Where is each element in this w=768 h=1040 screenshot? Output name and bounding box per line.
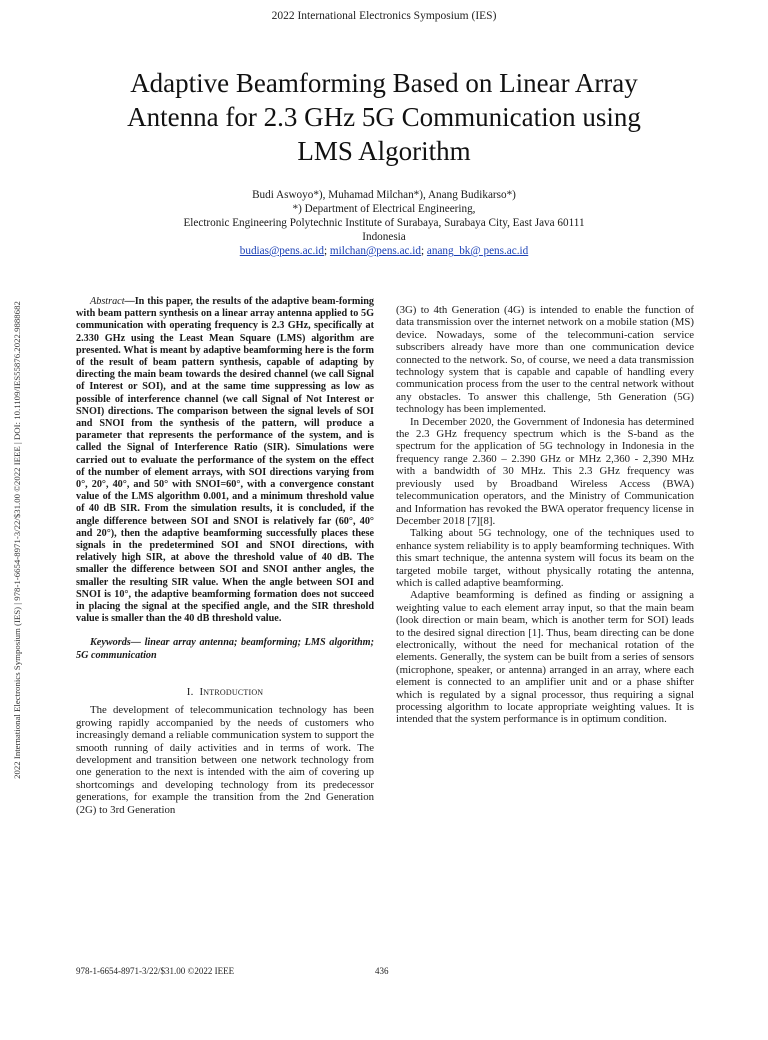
intro-paragraph: The development of telecommunication technology has been growing rapidly accompanied by the needs of customers who increasingly demand a reliable communication system to support the smooth running of daily activities and in terms of work. The development and transition between one network technology from one generation to the next is intended with the aim of covering up shortcomings and developing technology from its predecessor generations, for example the transition from the 2nd Generation (2G) to 3rd Generation [76, 704, 374, 816]
abstract [76, 296, 374, 625]
author-names: Budi Aswoyo*), Muhamad Milchan*), Anang Budikarso*) [252, 189, 516, 201]
doi-sidebar: 2022 International Electronics Symposium (IES) | 978-1-6654-8971-3/22/$31.00 ©2022 IEEE | DOI: 10.1109/IES55876.2022.9888682 [12, 301, 22, 779]
abstract-label: Abstract [90, 296, 125, 307]
adaptive-beamforming-paragraph: Adaptive beamforming is defined as finding or assigning a weighting value to each element array input, so that the main beam (look direction or main beam, which is another term for SOI) leads to the desired signal direction [1]. Thus, beam directing can be done electronically, without the need for mechanical rotation of the elements. Generally, the system can be built from a series of sensors (microphone, speaker, or antenna) arranged in an array, where each element is connected to an amplifier unit and or a phase shifter which is regulated by a signal processor, thus requiring a signal processing algorithm to locate appropriate weighting values. It is intended that the system performance is in optimum condition. [396, 589, 694, 726]
keywords [76, 637, 374, 661]
title-line: Adaptive Beamforming Based on Linear Array [130, 68, 638, 98]
paper-title [84, 66, 684, 168]
section-number: I. [186, 685, 194, 698]
copyright-footer: 978-1-6654-8971-3/22/$31.00 ©2022 IEEE [76, 966, 235, 976]
page-number: 436 [375, 966, 389, 976]
email-link[interactable]: milchan@pens.ac.id [329, 245, 421, 257]
intro-paragraph-continued: (3G) to 4th Generation (4G) is intended to enable the function of data transmission over the internet network on a mobile station (MS) device. Nowadays, some of the telecommuni-cation service subscribers already have more than one communication device connected to the network. So, of course, we need a data transmission technology system that is capable and capable of handling every communication process from the user to the central network without any obstacles. To answer this challenge, 5th Generation (5G) technology has been implemented. [396, 304, 694, 416]
abstract-text: —In this paper, the results of the adaptive beam-forming with beam pattern synthesis on a linear array antenna applied to 5G communication with operating frequency is 2.3 GHz, specifically at 2.330 GHz using the Least Mean Square (LMS) algorithm are presented. What is meant by adaptive beamforming here is the form of the result of beam pattern synthesis, capable of adapting by directing the main beam towards the desired channel (we call Signal of Interest or SOI), and at the same time suppressing as low as possible of interference channel (we call Signal of Not Interest or SNOI) directions. The comparison between the signal levels of SOI and SNOI from the synthesis of the pattern, will produce a parameter that represents the performance of the system, and is called the Signal of Interference Ratio (SIR). Simulations were carried out to evaluate the performance of the system on the effect of the number of element arrays, with SOI directions varying from 0°, 20°, 40°, and 50° with SNOI=60°, with a convergence constant value of the LMS algorithm 0.001, and a minimum threshold value of 40 dB SIR. From the simulation results, it is concluded, if the angle difference between SOI and SNOI is relatively far (60°, 40° and 20°), then the adaptive beamforming successfully places these signals in the predetermined SOI and SNOI directions, with relatively high SIR, at above the threshold value of 40 dB. The smaller the difference between SOI and SNOI anther angles, the smaller the resulting SIR value. When the angle between SOI and SNOI is 10°, the adaptive beamforming formation does not succeed in placing the signal at the specified angle, and the SIR threshold value is smaller than the 40 dB threshold value. [76, 296, 374, 625]
left-column [76, 296, 374, 816]
title-line: Antenna for 2.3 GHz 5G Communication using [127, 102, 641, 132]
section-title: Introduction [199, 685, 264, 698]
keywords-text: linear array antenna; beamforming; LMS algorithm; 5G communication [76, 637, 374, 661]
email-link[interactable]: anang_bk@ pens.ac.id [426, 245, 529, 257]
email-link[interactable]: budias@pens.ac.id [239, 245, 325, 257]
affiliation-department: *) Department of Electrical Engineering, [292, 203, 476, 215]
section-heading [76, 686, 374, 698]
beamforming-paragraph: Talking about 5G technology, one of the techniques used to enhance system reliability is to apply beamforming techniques. With this smart technique, the antenna system will focus its beam on the targeted mobile target, without physically rotating the antenna, which is called adaptive beamforming. [396, 527, 694, 589]
conference-header: 2022 International Electronics Symposium (IES) [271, 10, 497, 22]
affiliation-country: Indonesia [362, 231, 406, 243]
affiliation-institute: Electronic Engineering Polytechnic Institute of Surabaya, Surabaya City, East Java 60111 [183, 217, 585, 229]
spectrum-paragraph: In December 2020, the Government of Indonesia has determined the 2.3 GHz frequency spectrum which is the S-band as the spectrum for the application of 5G technology in Indonesia in the frequency range 2.360 – 2.390 GHz or MHz 2,360 - 2,390 MHz with a bandwidth of 30 MHz. This 2.3 GHz frequency was previously used by Broadband Wireless Access (BWA) telecommunication operators, and the Ministry of Communication and Information has revoked the BWA operator frequency license in December 2018 [7][8]. [396, 415, 694, 527]
author-block [84, 188, 684, 258]
email-list: budias@pens.ac.id; milchan@pens.ac.id; anang_bk@ pens.ac.id [239, 245, 529, 257]
right-column [396, 304, 694, 726]
keywords-label: Keywords— [90, 637, 141, 649]
title-line: LMS Algorithm [297, 136, 471, 166]
